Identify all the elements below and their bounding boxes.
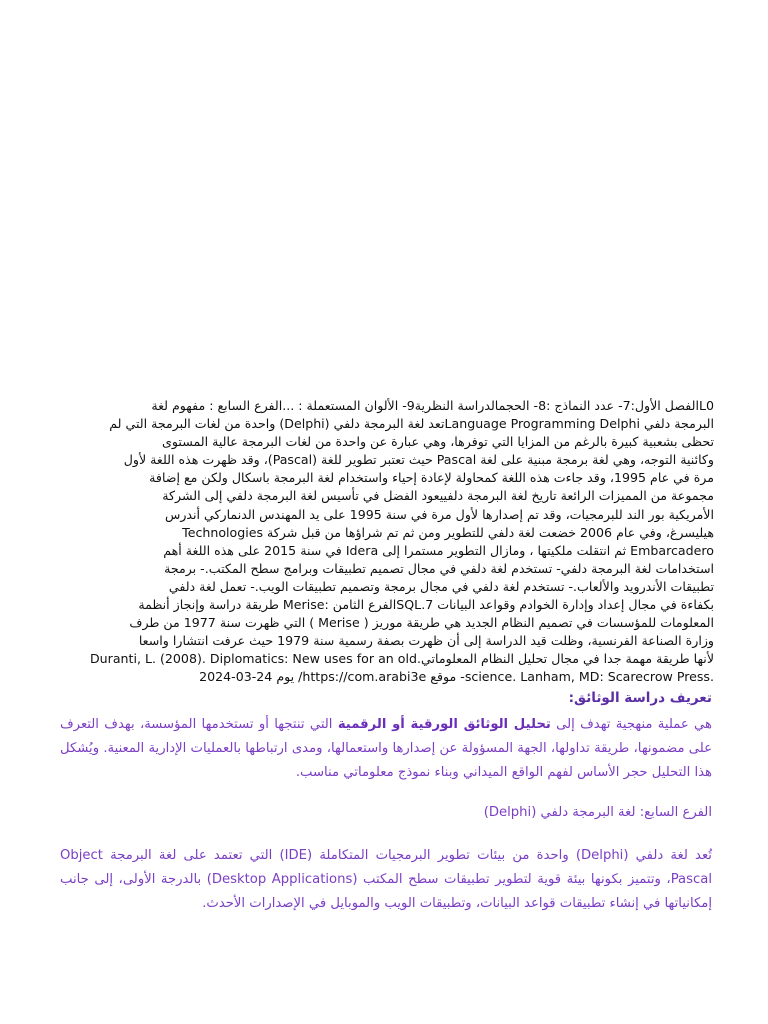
emphasis-text: تحليل الوثائق الورقية أو الرقمية	[337, 717, 551, 732]
text-line: هيليسرغ، وفي عام 2006 خضعت لغة دلفي للتطوير ومن ثم تم شراؤها من قبل شركة Technologies	[182, 524, 714, 540]
section-heading: تعريف دراسة الوثائق:	[568, 690, 712, 706]
text-line: استخدامات لغة البرمجة دلفي- تستخدم لغة دلفي في مجال تصميم تطبيقات وبرامج سطح المكتب.- برمجة	[164, 560, 714, 576]
text-line: بكفاءة في مجال إعداد وإدارة الخوادم وقواعد البيانات SQL.7الفرع الثامن :Merise طريقة دراسة وإنجاز أنظمة	[138, 597, 714, 613]
text-line: Embarcadero ثم انتقلت ملكيتها ، ومازال التطوير مستمرا إلى Idera في سنة 2015 على هذه اللغة أهم	[163, 542, 714, 558]
text-line: وكائنية التوجه، وهي لغة برمجة مبنية على لغة Pascal حيث تعتبر تطوير للغة (Pascal)، وقد ظهرت هذه اللغة لأول	[123, 452, 714, 468]
text-line: الأمريكية بور الند للبرمجيات، وقد تم إصدارها لأول مرة في سنة 1995 على يد المهندس الدنماركي أندرس	[164, 506, 714, 522]
paragraph-text: هي عملية منهجية تهدف إلى	[550, 717, 712, 732]
text-line: تطبيقات الأندرويد والألعاب.- تستخدم لغة دلفي في مجال برمجة وتصميم تطبيقات الويب.- تعمل لغة دلفي	[168, 578, 714, 594]
text-line: مجموعة من المميزات الرائعة تاريخ لغة البرمجة دلفييعود الفضل في تأسيس لغة البرمجة دلفي إلى الشركة	[162, 488, 714, 504]
text-line: وزارة الصناعة الفرنسية، وظلت قيد الدراسة إلى أن ظهرت بصفة رسمية سنة 1979 حيث عرفت انتشارا واسعا	[138, 633, 714, 649]
text-line: لأنها طريقة مهمة جدا في مجال تحليل النظام المعلوماتي.Duranti, L. (2008). Diplomatics: New uses for an old	[89, 651, 714, 667]
text-line: L0الفصل الأول:7- عدد النماذج :8- الحجمالدراسة النظرية9- الألوان المستعملة : ...الفرع السابع : مفهوم لغة	[151, 398, 714, 413]
paragraph-text: التي تنتجها أو تستخدمها المؤسسة، بهدف التعرف على مضمونها، طريقة تداولها، الجهة المسؤولة عن إصدارها واستعمالها، ومدى ارتباطها بالعمليات الإدارية المعنية. ويُشكل هذا التحليل حجر الأساس لفهم الواقع الميداني وبناء نموذج معلوماتي مناسب.	[60, 717, 712, 780]
body-text-block	[60, 397, 714, 687]
text-line: المعلومات للمؤسسات في تصميم النظام الجديد هي طريقة موريز ( Merise ) التي ظهرت سنة 1977 من طرف	[129, 615, 714, 631]
subsection-title: الفرع السابع: لغة البرمجة دلفي (Delphi)	[483, 805, 712, 820]
text-line: مرة في عام 1995، وقد جاءت هذه اللغة كمحاولة لإعادة إحياء واستخدام لغة البرمجة باسكال ولكن مع إضافة	[149, 470, 714, 486]
text-line: تحظى بشعبية كبيرة بالرغم من المزايا التي توفرها، وهي عبارة عن واحدة من لغات البرمجة عالية المستوى	[162, 434, 714, 450]
definition-paragraph	[60, 713, 712, 785]
text-line: البرمجة دلفي Language Programming Delphiتعد لغة البرمجة دلفي (Delphi) واحدة من لغات البرمجة التي لم	[109, 416, 714, 432]
delphi-paragraph: تُعد لغة دلفي (Delphi) واحدة من بيئات تطوير البرمجيات المتكاملة (IDE) التي تعتمد على لغة البرمجة Object Pascal، وتتميز بكونها بيئة قوية لتطوير تطبيقات سطح المكتب (Desktop Applications) بالدرجة الأولى، إلى جانب إمكانياتها في إنشاء تطبيقات قواعد البيانات، وتطبيقات الويب والموبايل في الإصدارات الأحدث.	[60, 848, 712, 911]
text-line: .science. Lanham, MD: Scarecrow Press- موقع https://com.arabi3e/ يوم 24-03-2024	[199, 669, 714, 685]
